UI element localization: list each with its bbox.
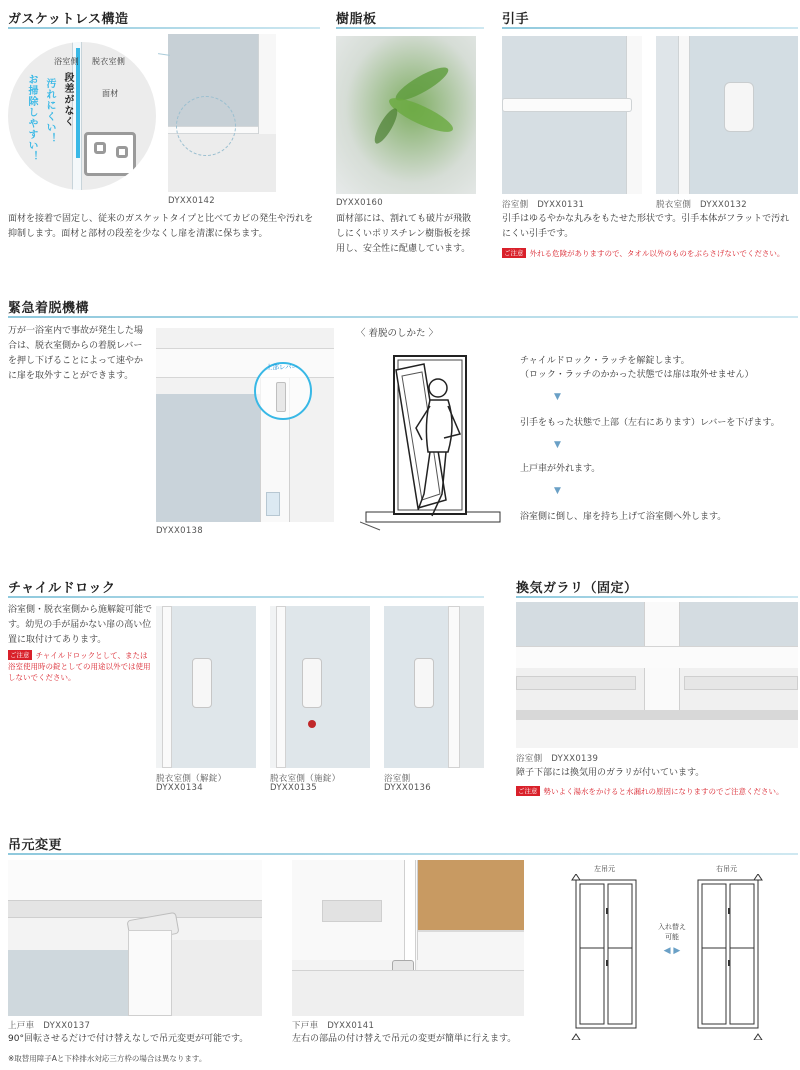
resin-photo [336, 36, 476, 194]
vent-rule [516, 596, 798, 598]
hinge-desc-upper: 90°回転させるだけで付け替えなしで吊元変更が可能です。 [8, 1034, 249, 1044]
howto-step-3: 上戸車が外れます。 [520, 464, 601, 474]
hinge-photo-upper-roller [8, 860, 262, 1016]
person-removing-door-illustration [360, 344, 506, 534]
hinge-right-label: 右吊元 [716, 865, 737, 873]
gasketless-title: ガスケットレス構造 [8, 12, 129, 27]
childlock-code-2: DYXX0135 [270, 783, 317, 793]
childlock-cap-3: 浴室側 [384, 774, 411, 784]
vent-desc: 障子下部には換気用のガラリが付いています。 [516, 768, 705, 778]
vent-photo [516, 602, 798, 748]
childlock-photo-locked [270, 606, 370, 768]
emergency-photo [156, 328, 334, 522]
emergency-desc: 万が一浴室内で事故が発生した場合は、脱衣室側からの着脱レバーを押し下げることによって速やかに扉を取外すことができます。 [8, 326, 144, 381]
vent-title: 換気ガラリ（固定） [516, 581, 638, 596]
label-hard-to-dirty: 汚れにくい！ [44, 78, 55, 144]
childlock-cap-2: 脱衣室側（施錠） [270, 774, 341, 784]
caution-tag: ご注意 [518, 787, 538, 795]
childlock-rule [8, 596, 484, 598]
hinge-diagram [566, 860, 778, 1040]
label-bath-side: 浴室側 [54, 57, 79, 66]
swap-label-2: 可能 [665, 933, 679, 941]
hinge-left-label: 左吊元 [594, 865, 615, 873]
gasketless-desc: 面材を接着で固定し、従来のガスケットタイプと比べてカビの発生や汚れを抑制します。面材と部材の段差を少なくし扉を清潔に保ちます。 [8, 214, 314, 239]
hinge-cap-upper: 上戸車 DYXX0137 [8, 1021, 91, 1031]
hinge-title: 吊元変更 [8, 838, 63, 853]
howto-arrow-2: ▼ [554, 440, 561, 450]
hinge-cap-lower: 下戸車 DYXX0141 [292, 1021, 375, 1031]
handle-cap-bath: 浴室側 DYXX0131 [502, 200, 585, 210]
label-dressing-side: 脱衣室側 [92, 57, 126, 66]
lever-label: 上部レバー [266, 363, 299, 371]
swap-arrows-icon: ◀ ▶ [663, 946, 681, 956]
howto-step-2: 引手をもった状態で上部（左右にあります）レバーを下げます。 [520, 418, 780, 428]
childlock-caution-text: チャイルドロックとして、または浴室使用時の錠としての用途以外では使用しないでください。 [8, 651, 151, 682]
gasketless-code: DYXX0142 [168, 196, 215, 206]
resin-rule [336, 27, 484, 29]
resin-desc: 面材部には、割れても破片が飛散しにくいポリスチレン樹脂板を採用し、安全性に配慮しています。 [336, 214, 472, 254]
handle-title: 引手 [502, 12, 530, 27]
label-easy-clean: お掃除しやすい！ [26, 74, 37, 162]
label-no-step: 段差がなく [62, 72, 73, 127]
childlock-title: チャイルドロック [8, 581, 116, 596]
vent-caution [516, 786, 800, 797]
emergency-rule [8, 316, 798, 318]
handle-photo-bath [502, 36, 642, 194]
hinge-rule [8, 853, 798, 855]
howto-step-1: チャイルドロック・ラッチを解錠します。 [520, 356, 690, 366]
gasketless-rule [8, 27, 320, 29]
childlock-code-1: DYXX0134 [156, 783, 203, 793]
vent-caution-text: 勢いよく湯水をかけると水漏れの原因になりますのでご注意ください。 [543, 787, 784, 796]
howto-arrow-3: ▼ [554, 486, 561, 496]
gasketless-figure [8, 34, 276, 192]
childlock-desc: 浴室側・脱衣室側から施解錠可能です。幼児の手が届かない扉の高い位置に取付けてあります。 [8, 605, 153, 645]
resin-code: DYXX0160 [336, 198, 383, 208]
hinge-desc-lower: 左右の部品の付け替えで吊元の変更が簡単に行えます。 [292, 1034, 517, 1044]
howto-step-1-note: （ロック・ラッチのかかった状態では扉は取外せません） [520, 370, 754, 380]
howto-title: 〈 着脱のしかた 〉 [356, 328, 439, 339]
childlock-cap-1: 脱衣室側（解錠） [156, 774, 227, 784]
gasketless-photo [168, 34, 276, 192]
handle-photo-dressing [656, 36, 798, 194]
handle-desc: 引手はゆるやかな丸みをもたせた形状です。引手本体がフラットで汚れにくい引手です。 [502, 214, 790, 239]
caution-tag: ご注意 [10, 651, 30, 659]
handle-rule [502, 27, 798, 29]
hinge-photo-lower-roller [292, 860, 524, 1016]
howto-step-4: 浴室側に倒し、扉を持ち上げて浴室側へ外します。 [520, 512, 727, 522]
howto-illustration [360, 344, 506, 534]
emergency-code: DYXX0138 [156, 526, 203, 536]
caution-tag: ご注意 [504, 249, 524, 257]
hinge-door-diagram [566, 874, 778, 1040]
howto-arrow-1: ▼ [554, 392, 561, 402]
hinge-note: ※取替用障子Aと下枠排水対応三方枠の場合は異なります。 [8, 1054, 207, 1063]
handle-caution-text: 外れる危険がありますので、タオル以外のものをぶらさげないでください。 [529, 249, 785, 258]
lock-indicator-icon [308, 720, 316, 728]
label-material: 面材 [102, 89, 119, 98]
childlock-photo-bath [384, 606, 484, 768]
swap-label-1: 入れ替え [658, 923, 686, 931]
handle-caution [502, 248, 800, 259]
childlock-photo-unlocked [156, 606, 256, 768]
childlock-code-3: DYXX0136 [384, 783, 431, 793]
childlock-caution [8, 650, 154, 683]
vent-cap: 浴室側 DYXX0139 [516, 754, 599, 764]
emergency-title: 緊急着脱機構 [8, 301, 90, 316]
handle-cap-dressing: 脱衣室側 DYXX0132 [656, 200, 747, 210]
resin-title: 樹脂板 [336, 12, 377, 27]
